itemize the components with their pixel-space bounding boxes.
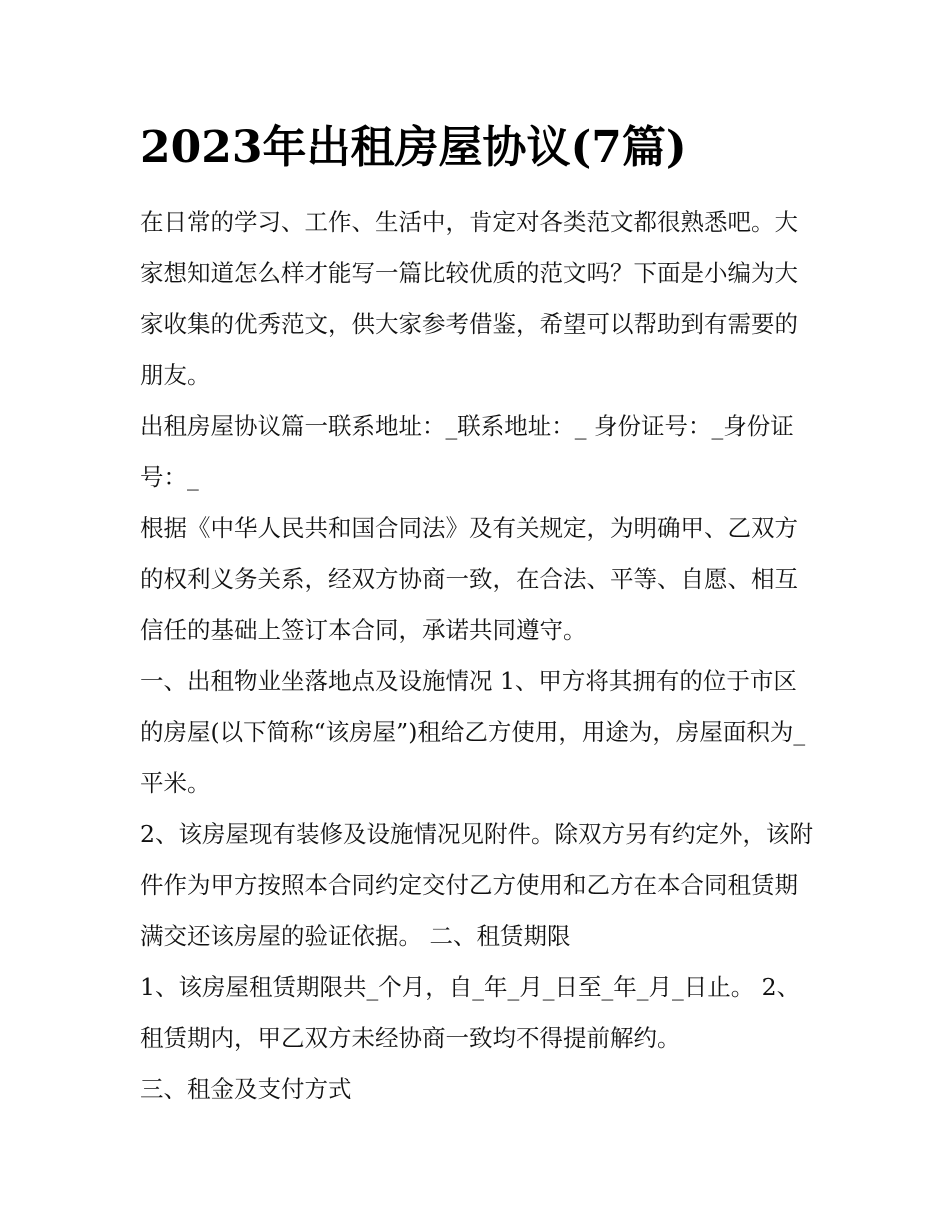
document-body — [140, 197, 820, 1115]
paragraph-contact-info: 出租房屋协议篇一联系地址：_联系地址：_ 身份证号：_身份证号：_ — [140, 412, 794, 491]
paragraph-lease-term: 1、该房屋租赁期限共_个月，自_年_月_日至_年_月_日止。 2、租赁期内，甲乙双方未经协商一致均不得提前解约。 — [140, 973, 801, 1052]
paragraph-legal-basis: 根据《中华人民共和国合同法》及有关规定，为明确甲、乙双方的权利义务关系，经双方协商一致，在合法、平等、自愿、相互信任的基础上签订本合同，承诺共同遵守。 — [140, 514, 798, 644]
paragraph-facilities: 2、该房屋现有装修及设施情况见附件。除双方另有约定外，该附件作为甲方按照本合同约定交付乙方使用和乙方在本合同租赁期满交还该房屋的验证依据。 二、租赁期限 — [140, 820, 813, 950]
paragraph-rent-heading: 三、租金及支付方式 — [140, 1075, 352, 1103]
document-title: 2023年出租房屋协议(7篇) — [140, 122, 687, 173]
paragraph-property-location: 一、出租物业坐落地点及设施情况 1、甲方将其拥有的位于市区的房屋(以下简称“该房屋”)租给乙方使用，用途为，房屋面积为_平米。 — [140, 667, 806, 797]
paragraph-intro: 在日常的学习、工作、生活中，肯定对各类范文都很熟悉吧。大家想知道怎么样才能写一篇比较优质的范文吗？下面是小编为大家收集的优秀范文，供大家参考借鉴，希望可以帮助到有需要的朋友。 — [140, 208, 798, 389]
